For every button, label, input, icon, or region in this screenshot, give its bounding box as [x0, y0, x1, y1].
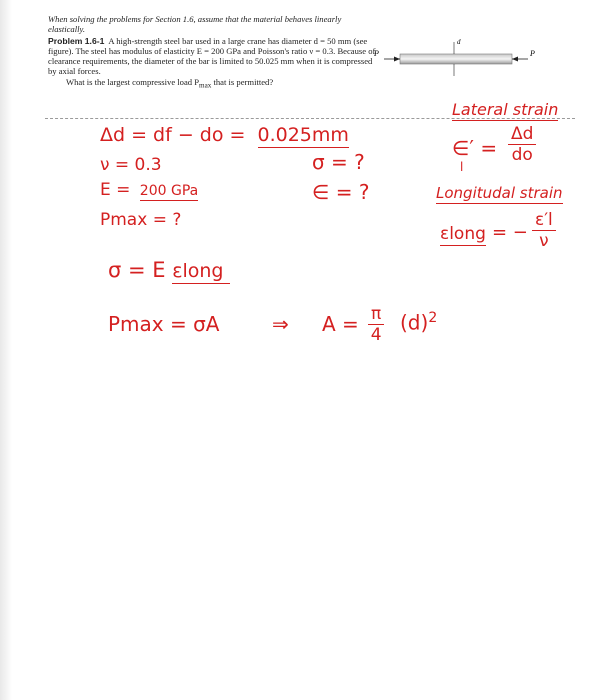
hooke-strain: εlong [172, 260, 229, 284]
steel-bar [400, 54, 512, 64]
longitudinal-symbol: εlong [440, 224, 486, 244]
load-label-right: P [530, 49, 535, 58]
lateral-strain-title [452, 100, 558, 119]
pi-symbol: π [368, 304, 384, 325]
question-subscript: max [199, 81, 212, 90]
bar-diagram [370, 32, 540, 82]
poisson-ratio: ν = 0.3 [100, 155, 162, 175]
hooke-law [108, 258, 230, 282]
modulus-symbol: E = [100, 180, 131, 200]
longitudinal-denominator: ν [539, 231, 549, 251]
problem-question [48, 77, 378, 91]
lateral-strain-subscript: l [460, 160, 464, 174]
four-denominator: 4 [370, 325, 382, 345]
lateral-strain-lhs: ∈′ = [452, 136, 498, 160]
longitudinal-strain-title [436, 184, 563, 202]
bar-figure [370, 32, 540, 82]
section-instruction: When solving the problems for Section 1.6, assume that the material behaves linearly elastically. [48, 14, 342, 35]
lateral-strain-fraction [508, 124, 536, 165]
question-end: that is permitted? [211, 76, 274, 87]
load-label-left: P [374, 49, 379, 58]
pmax-equation: Pmax = σA [108, 312, 220, 336]
modulus-line [100, 180, 198, 200]
longitudinal-numerator: ε′l [532, 210, 556, 231]
modulus-value: 200 GPa [139, 183, 199, 199]
lateral-strain-text: Lateral strain [452, 100, 559, 119]
delta-d-expr: Δd = df − do = [100, 124, 246, 146]
diameter-paren: (d) [400, 310, 429, 335]
implies-arrow: ⇒ [272, 312, 289, 336]
diameter-label: d [457, 38, 461, 46]
delta-d-value: 0.025mm [257, 124, 349, 146]
longitudinal-strain-text: Longitudal strain [436, 184, 563, 202]
delta-d-equation [100, 124, 349, 146]
problem-label: Problem 1.6-1 [48, 35, 105, 46]
area-exponent: 2 [428, 310, 438, 326]
longitudinal-fraction [532, 210, 556, 251]
lateral-denominator: do [511, 145, 533, 165]
right-arrowhead [512, 57, 518, 62]
area-rhs [400, 310, 437, 335]
stress-unknown: σ = ? [312, 150, 365, 174]
area-lhs: A = [322, 312, 359, 336]
longitudinal-equals: = − [492, 222, 528, 243]
problem-body [48, 36, 378, 77]
pmax-unknown: Pmax = ? [100, 210, 182, 230]
problem-text: A high-strength steel bar used in a large crane has diameter d = 50 mm (see figure). The steel has modulus of elasticity E = 200 GPa and Poisson's ratio ν = 0.3. Because of clearance requirements, the diameter of the bar is limited to 50.025 mm when it is compressed by axial forces. [48, 35, 376, 77]
hooke-lhs: σ = E [108, 258, 166, 282]
lateral-numerator: Δd [508, 124, 536, 145]
problem-statement [48, 14, 378, 91]
page-edge [0, 0, 12, 700]
left-arrowhead [394, 57, 400, 62]
strain-unknown: ∈ = ? [312, 180, 370, 204]
question-text: What is the largest compressive load P [66, 76, 200, 87]
pi-over-four [368, 304, 384, 345]
longitudinal-strain-lhs [440, 224, 486, 244]
